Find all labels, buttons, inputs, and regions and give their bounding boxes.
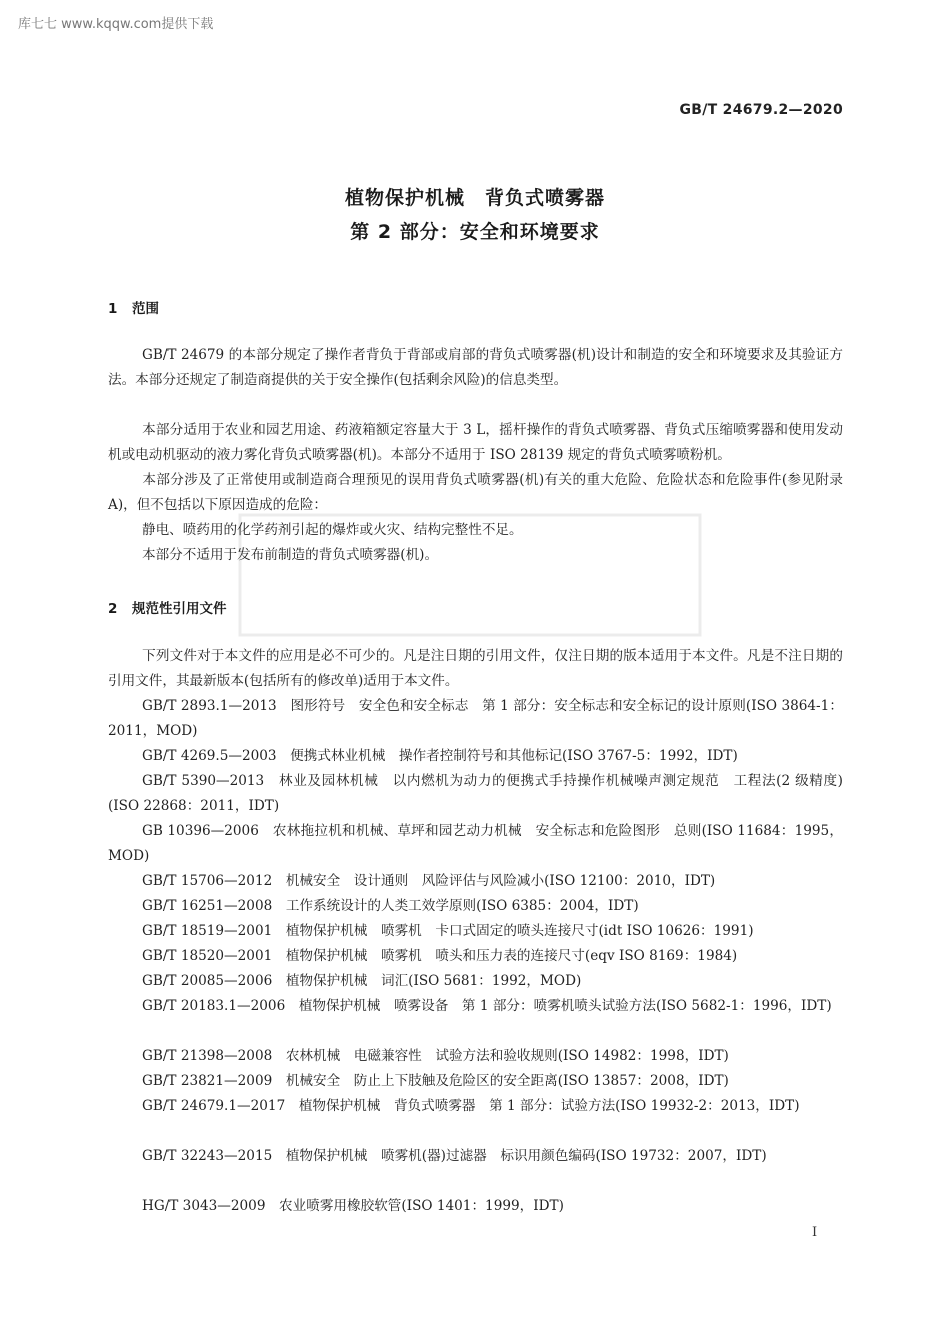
reference-item: GB/T 23821—2009 机械安全 防止上下肢触及危险区的安全距离(ISO 13857：2008，IDT): [142, 1073, 729, 1089]
section-2-heading: [108, 597, 227, 617]
reference-item: GB/T 4269.5—2003 便携式林业机械 操作者控制符号和其他标记(ISO 3767-5：1992，IDT): [142, 748, 738, 764]
reference-item: GB/T 20085—2006 植物保护机械 词汇(ISO 5681：1992，MOD): [142, 973, 582, 989]
reference-item: GB/T 18519—2001 植物保护机械 喷雾机 卡口式固定的喷头连接尺寸(idt ISO 10626：1991): [142, 923, 754, 939]
document-subtitle: 第 2 部分：安全和环境要求: [350, 221, 600, 243]
section-1-paragraph-5: 本部分不适用于发布前制造的背负式喷雾器(机)。: [142, 547, 439, 563]
reference-item: GB/T 21398—2008 农林机械 电磁兼容性 试验方法和验收规则(ISO 14982：1998，IDT): [142, 1048, 729, 1064]
section-2-number: 2: [108, 601, 118, 617]
section-1-paragraph-2: 本部分适用于农业和园艺用途、药液箱额定容量大于 3 L，摇杆操作的背负式喷雾器、背负式压缩喷雾器和使用发动机或电动机驱动的液力雾化背负式喷雾器(机)。本部分不适用于 ISO 28139 规定的背负式喷雾喷粉机。: [108, 422, 843, 463]
document-title: 植物保护机械 背负式喷雾器: [344, 187, 605, 209]
reference-item: GB/T 5390—2013 林业及园林机械 以内燃机为动力的便携式手持操作机械噪声测定规范 工程法(2 级精度)(ISO 22868：2011，IDT): [108, 773, 843, 814]
reference-item: GB/T 18520—2001 植物保护机械 喷雾机 喷头和压力表的连接尺寸(eqv ISO 8169：1984): [142, 948, 738, 964]
section-1-title: 范围: [132, 301, 159, 317]
section-1-paragraph-4: 静电、喷药用的化学药剂引起的爆炸或火灾、结构完整性不足。: [142, 522, 523, 538]
section-2-title: 规范性引用文件: [132, 601, 227, 617]
reference-item: GB/T 2893.1—2013 图形符号 安全色和安全标志 第 1 部分：安全标志和安全标记的设计原则(ISO 3864-1：2011，MOD): [108, 698, 843, 739]
reference-item: GB 10396—2006 农林拖拉机和机械、草坪和园艺动力机械 安全标志和危险图形 总则(ISO 11684：1995，MOD): [108, 823, 843, 864]
reference-item: GB/T 16251—2008 工作系统设计的人类工效学原则(ISO 6385：2004，IDT): [142, 898, 639, 914]
reference-item: HG/T 3043—2009 农业喷雾用橡胶软管(ISO 1401：1999，IDT): [142, 1198, 564, 1214]
reference-item: GB/T 24679.1—2017 植物保护机械 背负式喷雾器 第 1 部分：试验方法(ISO 19932-2：2013，IDT): [142, 1098, 800, 1114]
reference-item: GB/T 20183.1—2006 植物保护机械 喷雾设备 第 1 部分：喷雾机喷头试验方法(ISO 5682-1：1996，IDT): [142, 998, 832, 1014]
section-2-intro: 下列文件对于本文件的应用是必不可少的。凡是注日期的引用文件，仅注日期的版本适用于本文件。凡是不注日期的引用文件，其最新版本(包括所有的修改单)适用于本文件。: [108, 648, 843, 689]
section-1-heading: [108, 297, 159, 317]
page-number: I: [812, 1225, 818, 1240]
section-1-paragraph-3: 本部分涉及了正常使用或制造商合理预见的误用背负式喷雾器(机)有关的重大危险、危险状态和危险事件(参见附录 A)，但不包括以下原因造成的危险：: [108, 472, 843, 513]
reference-item: GB/T 32243—2015 植物保护机械 喷雾机(器)过滤器 标识用颜色编码(ISO 19732：2007，IDT): [142, 1148, 767, 1164]
section-1-paragraph-1: GB/T 24679 的本部分规定了操作者背负于背部或肩部的背负式喷雾器(机)设计和制造的安全和环境要求及其验证方法。本部分还规定了制造商提供的关于安全操作(包括剩余风险)的信息类型。: [108, 347, 843, 388]
standard-code: GB/T 24679.2—2020: [679, 102, 843, 118]
site-watermark: 库七七 www.kqqw.com提供下载: [18, 17, 214, 32]
section-1-number: 1: [108, 301, 118, 317]
reference-item: GB/T 15706—2012 机械安全 设计通则 风险评估与风险减小(ISO 12100：2010，IDT): [142, 873, 716, 889]
